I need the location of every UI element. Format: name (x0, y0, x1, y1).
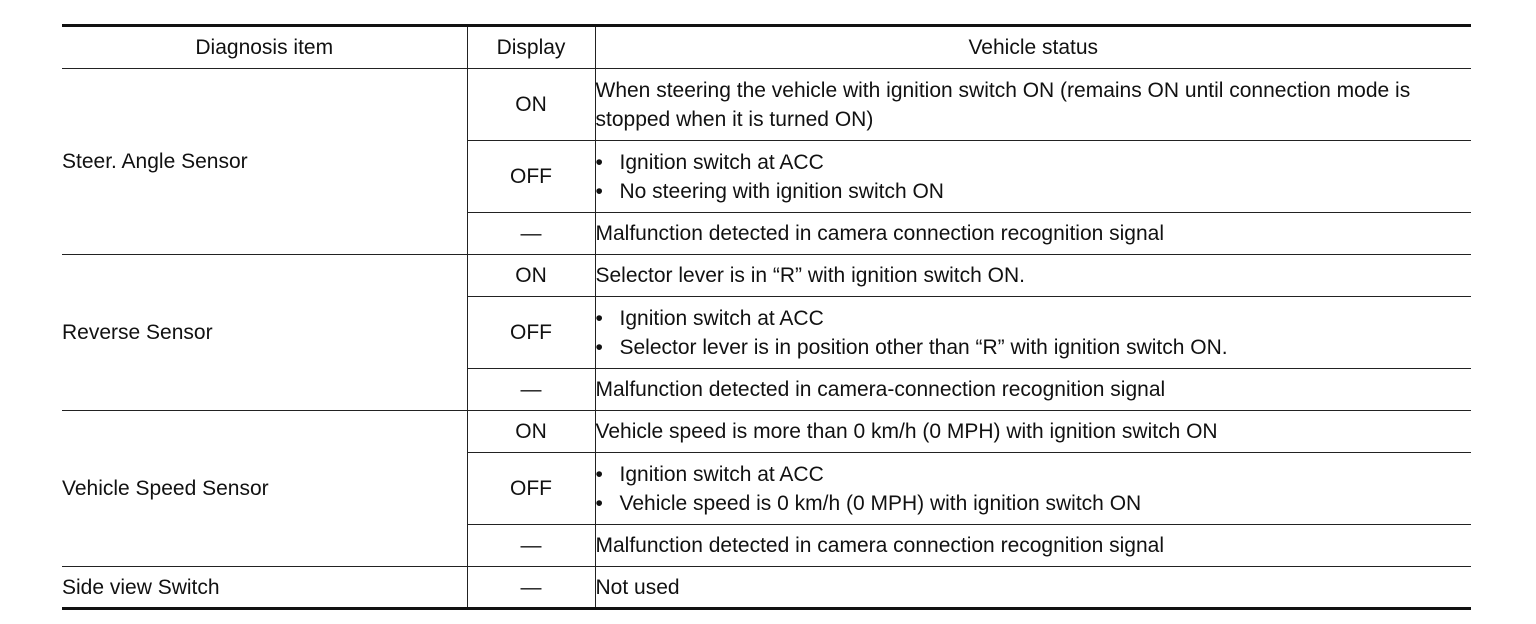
bullet-text: Selector lever is in position other than “R” with ignition switch ON. (619, 335, 1228, 359)
vehicle-status-cell: Malfunction detected in camera connection recognition signal (595, 525, 1471, 567)
vehicle-status-cell: Selector lever is in “R” with ignition switch ON. (595, 255, 1471, 297)
bullet-item (596, 460, 1472, 489)
bullet-item (596, 333, 1472, 362)
table-row (62, 69, 1471, 141)
bullet-glyph: • (595, 179, 603, 203)
diagnosis-item-cell: Reverse Sensor (62, 255, 467, 411)
vehicle-status-cell: When steering the vehicle with ignition switch ON (remains ON until connection mode is stopped when it is turned ON) (595, 69, 1471, 141)
display-cell: — (467, 213, 595, 255)
display-cell: ON (467, 69, 595, 141)
bullet-text: No steering with ignition switch ON (619, 179, 944, 203)
bullet-text: Ignition switch at ACC (619, 150, 824, 174)
bullet-glyph: • (595, 491, 603, 515)
header-row (62, 26, 1471, 69)
vehicle-status-cell: Malfunction detected in camera connection recognition signal (595, 213, 1471, 255)
display-cell: — (467, 525, 595, 567)
display-cell: ON (467, 255, 595, 297)
bullet-item (596, 489, 1472, 518)
display-cell: — (467, 567, 595, 609)
diagnosis-item-cell: Side view Switch (62, 567, 467, 609)
table-row (62, 411, 1471, 453)
bullet-text: Ignition switch at ACC (619, 306, 824, 330)
diagnosis-item-cell: Steer. Angle Sensor (62, 69, 467, 255)
bullet-item (596, 177, 1472, 206)
bullet-glyph: • (595, 335, 603, 359)
vehicle-status-cell (595, 297, 1471, 369)
vehicle-status-cell: Not used (595, 567, 1471, 609)
vehicle-status-cell: Malfunction detected in camera-connection recognition signal (595, 369, 1471, 411)
display-cell: ON (467, 411, 595, 453)
header-diagnosis-item: Diagnosis item (62, 26, 467, 69)
bullet-item (596, 304, 1472, 333)
bullet-item (596, 148, 1472, 177)
bullet-glyph: • (595, 150, 603, 174)
bullet-glyph: • (595, 462, 603, 486)
vehicle-status-cell (595, 453, 1471, 525)
bullet-text: Vehicle speed is 0 km/h (0 MPH) with ignition switch ON (619, 491, 1142, 515)
display-cell: OFF (467, 297, 595, 369)
display-cell: — (467, 369, 595, 411)
table-row (62, 255, 1471, 297)
bullet-glyph: • (595, 306, 603, 330)
vehicle-status-cell: Vehicle speed is more than 0 km/h (0 MPH) with ignition switch ON (595, 411, 1471, 453)
bullet-text: Ignition switch at ACC (619, 462, 824, 486)
display-cell: OFF (467, 453, 595, 525)
table-row (62, 567, 1471, 609)
diagnosis-table (62, 24, 1471, 610)
vehicle-status-cell (595, 141, 1471, 213)
header-vehicle-status: Vehicle status (595, 26, 1471, 69)
header-display: Display (467, 26, 595, 69)
diagnosis-item-cell: Vehicle Speed Sensor (62, 411, 467, 567)
display-cell: OFF (467, 141, 595, 213)
